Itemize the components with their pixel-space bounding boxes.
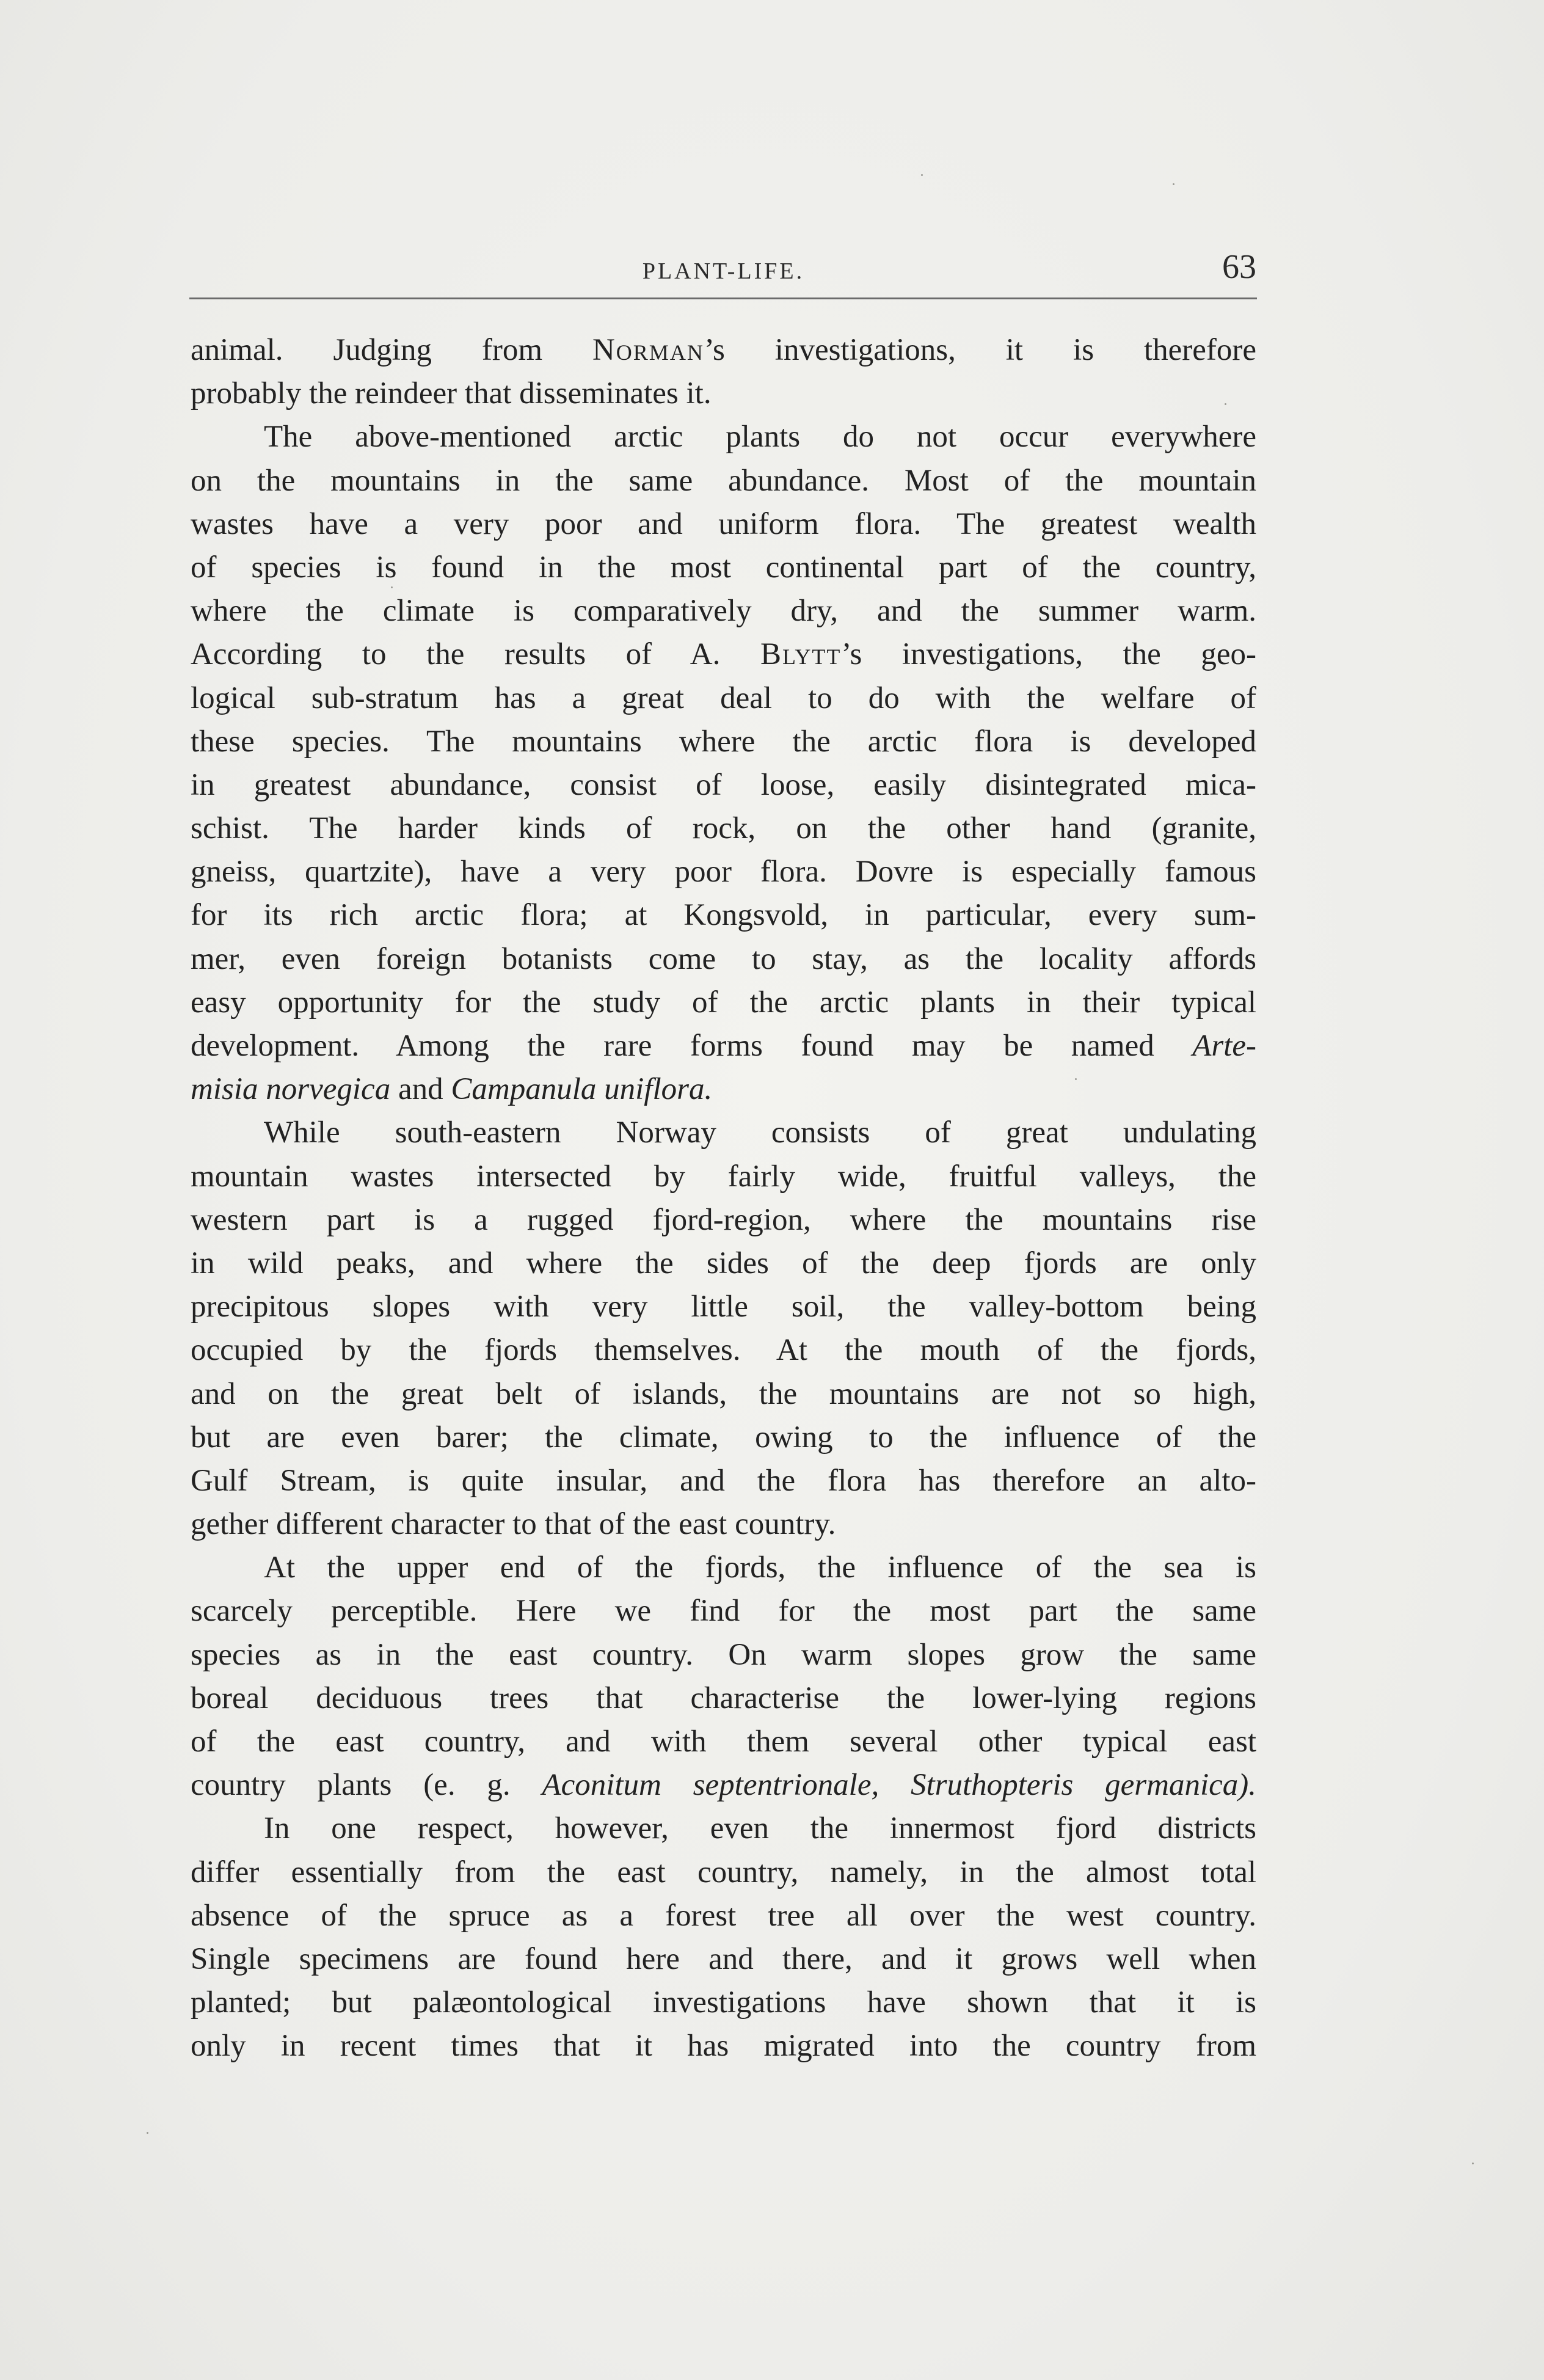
text-line <box>191 938 1256 981</box>
paper-speck <box>921 174 923 176</box>
text-segment: and on the great belt of islands, the mountains are not so high, <box>191 1376 1256 1411</box>
text-segment: species as in the east country. On warm slopes grow the same <box>191 1637 1256 1672</box>
text-segment: ’s investigations, the geo- <box>841 637 1256 672</box>
text-line <box>191 546 1256 590</box>
text-line <box>191 1938 1256 1981</box>
paper-speck <box>1225 403 1226 405</box>
running-title: PLANT-LIFE. <box>642 258 805 284</box>
text-segment: wastes have a very poor and uniform flora. The greatest wealth <box>191 506 1256 541</box>
text-line <box>191 981 1256 1024</box>
paper-speck <box>1173 183 1174 185</box>
text-segment: gneiss, quartzite), have a very poor flora. Dovre is especially famous <box>191 855 1256 889</box>
text-segment: in greatest abundance, consist of loose, easily disintegrated mica- <box>191 767 1256 802</box>
text-line <box>191 1677 1256 1720</box>
text-line <box>191 807 1256 850</box>
text-segment: The above-mentioned arctic plants do not occur everywhere <box>264 420 1256 454</box>
text-line <box>191 1329 1256 1372</box>
text-segment: country plants (e. g. <box>191 1768 542 1803</box>
text-segment: planted; but palæontological investigations have shown that it is <box>191 1985 1256 2020</box>
text-line <box>191 1242 1256 1285</box>
text-segment: occupied by the fjords themselves. At the mouth of the fjords, <box>191 1333 1256 1368</box>
text-segment: ’s investigations, it is therefore <box>704 333 1256 367</box>
text-line <box>191 1503 1256 1546</box>
text-segment: on the mountains in the same abundance. Most of the mountain <box>191 463 1256 498</box>
text-line <box>191 1111 1256 1155</box>
text-segment: for its rich arctic flora; at Kongsvold, in particular, every sum- <box>191 898 1256 933</box>
text-segment: absence of the spruce as a forest tree all over the west country. <box>191 1898 1256 1933</box>
paper-speck <box>1075 1078 1077 1080</box>
text-line <box>191 1851 1256 1894</box>
text-segment: scarcely perceptible. Here we find for the most part the same <box>191 1594 1256 1629</box>
text-segment: boreal deciduous trees that characterise the lower-lying regions <box>191 1681 1256 1715</box>
text-line <box>191 415 1256 459</box>
text-line <box>191 459 1256 503</box>
text-line <box>191 1155 1256 1199</box>
text-segment: where the climate is comparatively dry, and the summer warm. <box>191 594 1256 629</box>
page-header <box>191 244 1256 305</box>
page-number: 63 <box>1222 248 1256 286</box>
text-line <box>191 894 1256 937</box>
text-line <box>191 1459 1256 1503</box>
text-line <box>191 372 1256 415</box>
text-segment: logical sub-stratum has a great deal to do with the welfare of <box>191 681 1256 715</box>
body-text <box>191 329 1256 2068</box>
text-segment: easy opportunity for the study of the arctic plants in their typical <box>191 985 1256 1020</box>
text-segment: At the upper end of the fjords, the influence of the sea is <box>264 1550 1256 1585</box>
text-line <box>191 1720 1256 1764</box>
text-line <box>191 850 1256 894</box>
text-segment: development. Among the rare forms found may be named <box>191 1029 1193 1063</box>
text-segment: only in recent times that it has migrated into the country from <box>191 2029 1256 2064</box>
text-line <box>191 1546 1256 1590</box>
text-line <box>191 1764 1256 1807</box>
text-segment: According to the results of A. <box>191 637 760 672</box>
text-segment: animal. Judging from <box>191 333 592 367</box>
text-segment: schist. The harder kinds of rock, on the other hand (granite, <box>191 811 1256 846</box>
text-line <box>191 633 1256 676</box>
header-rule <box>189 298 1257 299</box>
text-segment: While south-eastern Norway consists of great undulating <box>264 1115 1256 1150</box>
text-segment: of species is found in the most continental part of the country, <box>191 550 1256 585</box>
text-line <box>191 1634 1256 1677</box>
italic-text: misia norvegica <box>191 1072 391 1107</box>
text-line <box>191 1285 1256 1329</box>
text-segment: these species. The mountains where the arctic flora is developed <box>191 724 1256 759</box>
text-segment: mountain wastes intersected by fairly wide, fruitful valleys, the <box>191 1159 1256 1194</box>
text-line <box>191 329 1256 372</box>
text-segment: differ essentially from the east country, namely, in the almost total <box>191 1855 1256 1889</box>
text-line <box>191 720 1256 764</box>
text-line <box>191 764 1256 807</box>
text-line <box>191 2024 1256 2068</box>
text-line <box>191 1024 1256 1068</box>
text-segment: precipitous slopes with very little soil, the valley-bottom being <box>191 1290 1256 1324</box>
italic-text: Arte- <box>1192 1029 1256 1063</box>
text-segment: probably the reindeer that disseminates it. <box>191 376 712 411</box>
paper-speck <box>391 586 393 588</box>
italic-text: Campanula uniflora. <box>451 1072 713 1107</box>
text-line <box>191 1416 1256 1459</box>
text-line <box>191 1590 1256 1633</box>
text-line <box>191 1373 1256 1416</box>
text-line <box>191 1894 1256 1938</box>
text-line <box>191 1199 1256 1242</box>
text-line <box>191 1981 1256 2024</box>
small-caps-name: Norman <box>592 333 704 367</box>
text-segment: Gulf Stream, is quite insular, and the flora has therefore an alto- <box>191 1463 1256 1498</box>
text-segment: mer, even foreign botanists come to stay, as the locality affords <box>191 941 1256 976</box>
text-line <box>191 590 1256 633</box>
small-caps-name: Blytt <box>760 637 842 672</box>
text-segment: in wild peaks, and where the sides of the deep fjords are only <box>191 1246 1256 1280</box>
text-segment: of the east country, and with them several other typical east <box>191 1725 1256 1759</box>
paper-speck <box>147 2132 148 2134</box>
text-segment: western part is a rugged fjord-region, where the mountains rise <box>191 1202 1256 1237</box>
text-segment: Single specimens are found here and there, and it grows well when <box>191 1941 1256 1976</box>
text-segment: gether different character to that of the east country. <box>191 1507 836 1542</box>
paper-speck <box>1472 2163 1474 2164</box>
text-line <box>191 503 1256 546</box>
text-line <box>191 677 1256 720</box>
text-line <box>191 1807 1256 1850</box>
text-line <box>191 1068 1256 1111</box>
italic-text: Aconitum septentrionale, Struthopteris germanica). <box>542 1768 1257 1803</box>
text-segment: but are even barer; the climate, owing to the influence of the <box>191 1420 1256 1455</box>
text-segment: and <box>390 1072 451 1107</box>
text-segment: In one respect, however, even the innermost fjord districts <box>264 1811 1256 1846</box>
